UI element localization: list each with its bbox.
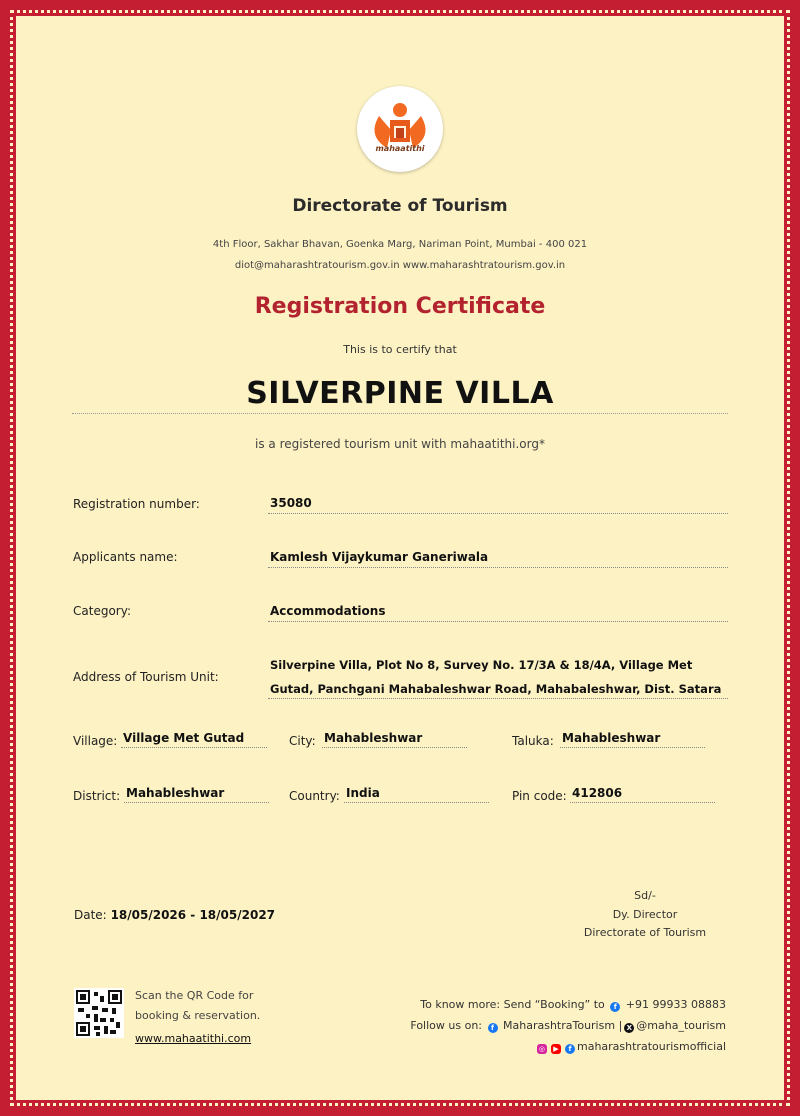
logo-emblem-icon xyxy=(357,86,443,172)
city-value: Mahableshwar xyxy=(324,731,423,745)
city-line xyxy=(322,747,467,748)
social-line xyxy=(535,1040,726,1054)
address-line xyxy=(268,698,728,699)
validity-date-label: Date: xyxy=(74,908,107,922)
office-address: 4th Floor, Sakhar Bhavan, Goenka Marg, Nariman Point, Mumbai - 400 021 xyxy=(212,239,588,250)
pincode-label: Pin code: xyxy=(512,789,567,803)
country-value: India xyxy=(346,786,380,800)
x-twitter-icon: X xyxy=(624,1023,634,1033)
category-line xyxy=(268,621,728,622)
signature-designation: Dy. Director xyxy=(612,908,678,921)
applicant-name-line xyxy=(268,567,728,568)
village-label: Village: xyxy=(73,734,118,748)
registered-text: is a registered tourism unit with mahaatithi.org* xyxy=(255,437,545,451)
youtube-icon: ▶ xyxy=(551,1044,561,1054)
village-value: Village Met Gutad xyxy=(123,731,245,745)
directorate-title: Directorate of Tourism xyxy=(292,196,508,216)
district-label: District: xyxy=(73,789,121,803)
city-label: City: xyxy=(289,734,316,748)
booking-phone[interactable]: +91 99933 08883 xyxy=(625,998,726,1011)
district-value: Mahableshwar xyxy=(126,786,225,800)
taluka-label: Taluka: xyxy=(512,734,554,748)
certificate-title: Registration Certificate xyxy=(254,294,546,319)
pincode-value: 412806 xyxy=(572,786,623,800)
pincode-line xyxy=(570,802,715,803)
know-more-text: To know more: Send “Booking” to xyxy=(420,998,605,1011)
contact-line: diot@maharashtratourism.gov.in www.maharashtratourism.gov.in xyxy=(234,260,566,271)
follow-us-label: Follow us on: xyxy=(410,1019,482,1032)
qr-caption-line-1: Scan the QR Code for xyxy=(135,989,254,1002)
instagram-icon: ◎ xyxy=(538,1045,546,1053)
taluka-value: Mahableshwar xyxy=(562,731,661,745)
validity-date-value: 18/05/2026 - 18/05/2027 xyxy=(110,908,276,922)
facebook-handle[interactable]: MaharashtraTourism xyxy=(503,1019,616,1032)
village-line xyxy=(121,747,267,748)
facebook-icon: f xyxy=(565,1044,575,1054)
facebook-icon: f xyxy=(610,1002,620,1012)
signature-sd: Sd/- xyxy=(634,889,656,902)
registration-number-label: Registration number: xyxy=(73,497,200,511)
handle-separator: | xyxy=(618,1019,623,1032)
twitter-handle[interactable]: @maha_tourism xyxy=(636,1019,726,1032)
address-label: Address of Tourism Unit: xyxy=(73,670,219,684)
applicant-name-value: Kamlesh Vijaykumar Ganeriwala xyxy=(270,550,489,564)
follow-us-line xyxy=(410,1019,726,1033)
category-label: Category: xyxy=(73,604,131,618)
unit-name: SILVERPINE VILLA xyxy=(246,376,554,411)
signature-office: Directorate of Tourism xyxy=(583,926,707,939)
qr-code-icon xyxy=(74,988,124,1038)
know-more-line xyxy=(420,998,726,1012)
unit-name-underline xyxy=(72,413,728,414)
mahaatithi-site-link[interactable]: www.mahaatithi.com xyxy=(135,1032,252,1045)
validity-date xyxy=(74,908,275,922)
booking-qr-code[interactable] xyxy=(74,988,124,1038)
district-line xyxy=(124,802,269,803)
qr-caption-line-2: booking & reservation. xyxy=(135,1009,261,1022)
country-label: Country: xyxy=(289,789,340,803)
registration-number-line xyxy=(268,513,728,514)
instagram-handle[interactable]: maharashtratourismofficial xyxy=(576,1040,726,1053)
category-value: Accommodations xyxy=(270,604,386,618)
logo-brand-text: mahaatithi xyxy=(375,144,425,153)
registration-number-value: 35080 xyxy=(270,496,312,510)
applicant-name-label: Applicants name: xyxy=(73,550,178,564)
facebook-icon: f xyxy=(488,1023,498,1033)
mahaatithi-logo xyxy=(357,86,443,172)
country-line xyxy=(344,802,489,803)
certify-text: This is to certify that xyxy=(343,343,457,356)
taluka-line xyxy=(560,747,705,748)
address-line-2: Gutad, Panchgani Mahabaleshwar Road, Mahabaleshwar, Dist. Satara xyxy=(270,682,722,696)
address-line-1: Silverpine Villa, Plot No 8, Survey No. 17/3A & 18/4A, Village Met xyxy=(270,658,693,672)
